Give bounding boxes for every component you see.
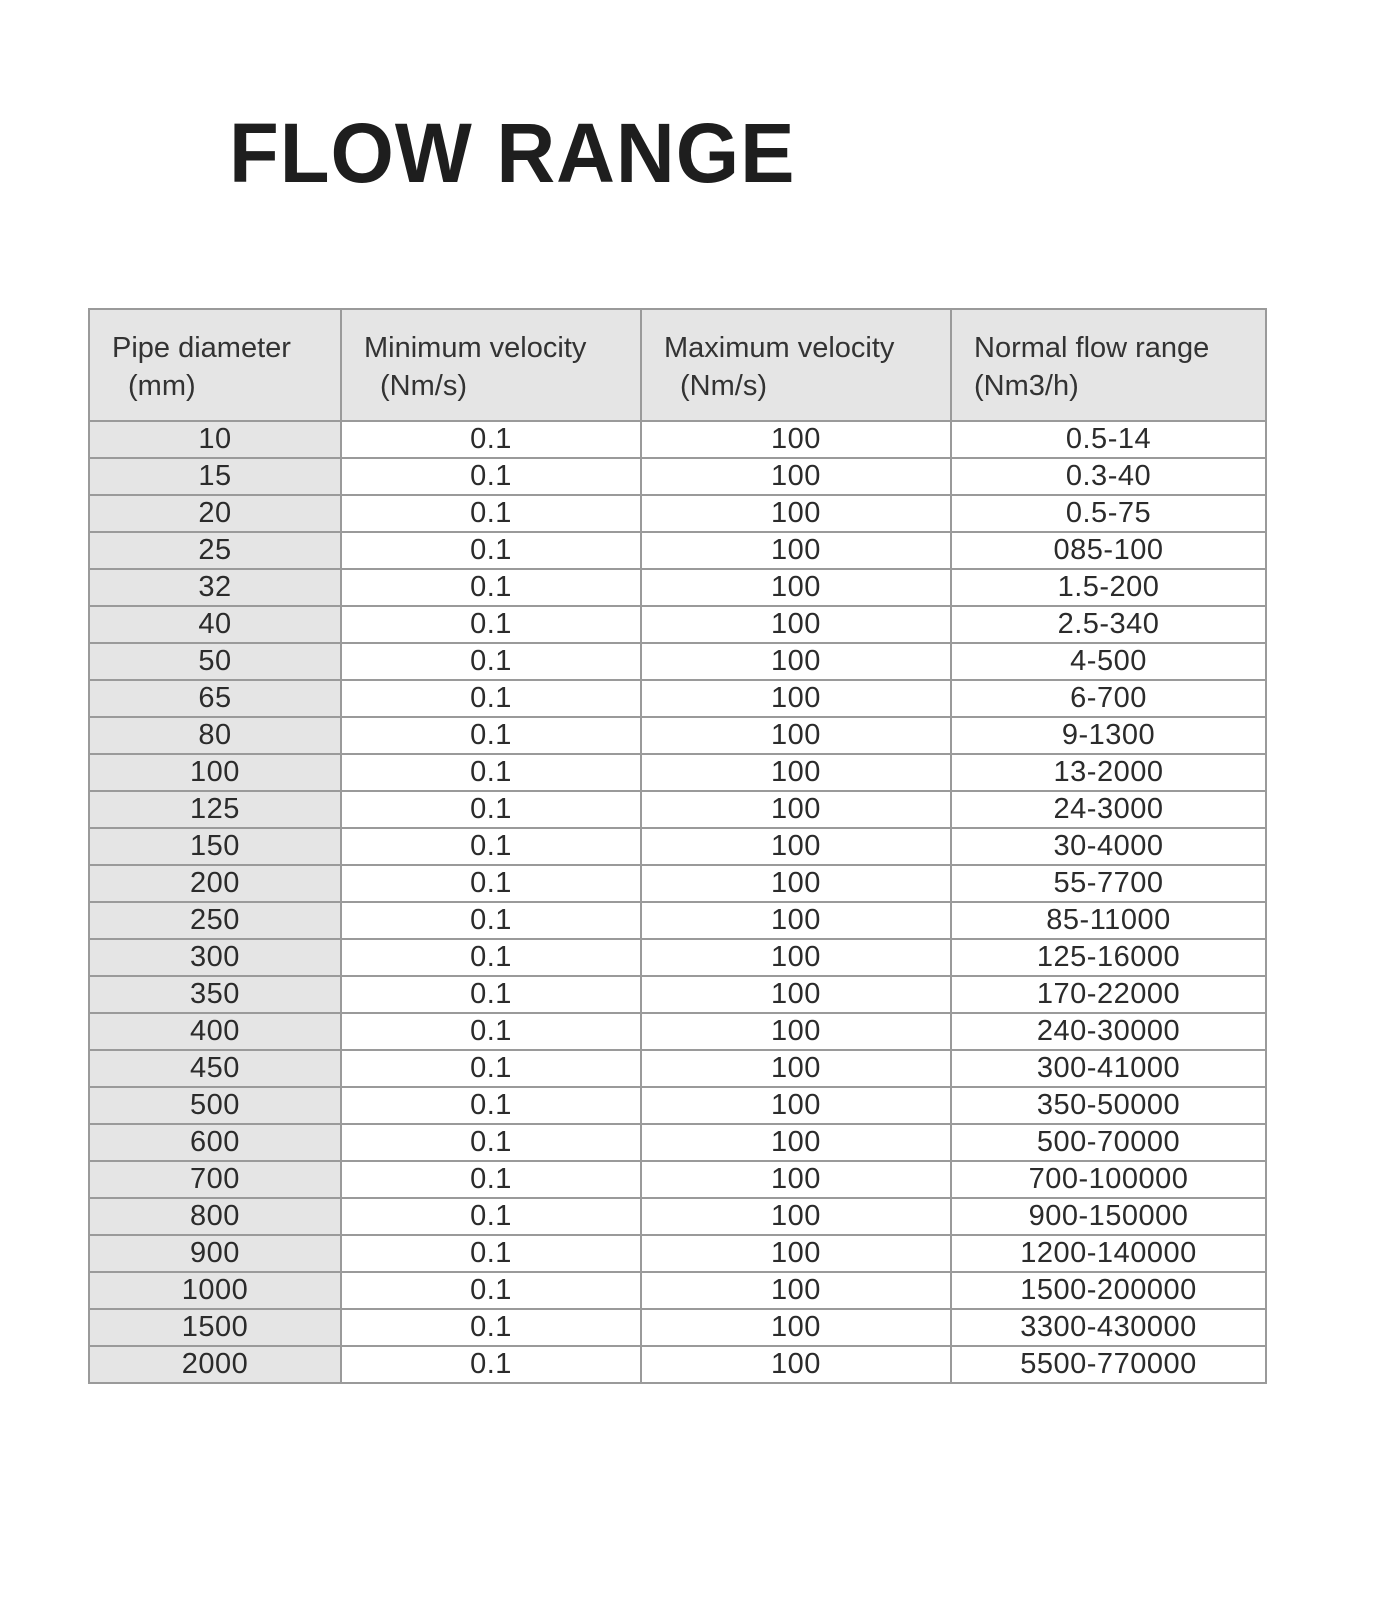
header-maximum-velocity [641, 309, 951, 421]
cell-minimum-velocity: 0.1 [341, 902, 641, 939]
cell-pipe-diameter: 450 [89, 1050, 341, 1087]
cell-pipe-diameter: 800 [89, 1198, 341, 1235]
cell-normal-flow-range: 2.5-340 [951, 606, 1266, 643]
cell-normal-flow-range: 6-700 [951, 680, 1266, 717]
cell-pipe-diameter: 15 [89, 458, 341, 495]
cell-normal-flow-range: 13-2000 [951, 754, 1266, 791]
cell-minimum-velocity: 0.1 [341, 421, 641, 458]
cell-pipe-diameter: 600 [89, 1124, 341, 1161]
cell-normal-flow-range: 170-22000 [951, 976, 1266, 1013]
table-header [89, 309, 1266, 421]
cell-minimum-velocity: 0.1 [341, 1087, 641, 1124]
table-row [89, 1087, 1266, 1124]
cell-pipe-diameter: 10 [89, 421, 341, 458]
cell-maximum-velocity: 100 [641, 680, 951, 717]
table-row [89, 828, 1266, 865]
cell-normal-flow-range: 4-500 [951, 643, 1266, 680]
table-row [89, 1198, 1266, 1235]
cell-normal-flow-range: 1200-140000 [951, 1235, 1266, 1272]
cell-normal-flow-range: 500-70000 [951, 1124, 1266, 1161]
cell-normal-flow-range: 125-16000 [951, 939, 1266, 976]
cell-normal-flow-range: 0.5-75 [951, 495, 1266, 532]
cell-minimum-velocity: 0.1 [341, 1272, 641, 1309]
table-row [89, 902, 1266, 939]
cell-maximum-velocity: 100 [641, 1161, 951, 1198]
table-row [89, 791, 1266, 828]
cell-maximum-velocity: 100 [641, 643, 951, 680]
cell-minimum-velocity: 0.1 [341, 1198, 641, 1235]
cell-maximum-velocity: 100 [641, 1272, 951, 1309]
cell-normal-flow-range: 3300-430000 [951, 1309, 1266, 1346]
cell-normal-flow-range: 30-4000 [951, 828, 1266, 865]
table-row [89, 1124, 1266, 1161]
cell-minimum-velocity: 0.1 [341, 976, 641, 1013]
cell-pipe-diameter: 700 [89, 1161, 341, 1198]
cell-pipe-diameter: 1000 [89, 1272, 341, 1309]
table-row [89, 421, 1266, 458]
table-row [89, 1235, 1266, 1272]
header-row [89, 309, 1266, 421]
cell-maximum-velocity: 100 [641, 828, 951, 865]
cell-maximum-velocity: 100 [641, 421, 951, 458]
cell-minimum-velocity: 0.1 [341, 569, 641, 606]
cell-maximum-velocity: 100 [641, 532, 951, 569]
cell-minimum-velocity: 0.1 [341, 717, 641, 754]
cell-minimum-velocity: 0.1 [341, 1161, 641, 1198]
page-title: FLOW RANGE [229, 106, 796, 200]
table-row [89, 1272, 1266, 1309]
cell-minimum-velocity: 0.1 [341, 532, 641, 569]
cell-normal-flow-range: 350-50000 [951, 1087, 1266, 1124]
cell-normal-flow-range: 0.5-14 [951, 421, 1266, 458]
cell-minimum-velocity: 0.1 [341, 458, 641, 495]
table-row [89, 1013, 1266, 1050]
cell-maximum-velocity: 100 [641, 976, 951, 1013]
cell-minimum-velocity: 0.1 [341, 643, 641, 680]
table-row [89, 717, 1266, 754]
cell-pipe-diameter: 150 [89, 828, 341, 865]
cell-normal-flow-range: 55-7700 [951, 865, 1266, 902]
cell-pipe-diameter: 32 [89, 569, 341, 606]
header-label: Minimum velocity [364, 332, 587, 364]
cell-maximum-velocity: 100 [641, 1198, 951, 1235]
cell-normal-flow-range: 900-150000 [951, 1198, 1266, 1235]
table-row [89, 643, 1266, 680]
table-row [89, 1309, 1266, 1346]
cell-maximum-velocity: 100 [641, 754, 951, 791]
header-label: Normal flow range [974, 332, 1210, 364]
cell-maximum-velocity: 100 [641, 1050, 951, 1087]
table-row [89, 606, 1266, 643]
cell-maximum-velocity: 100 [641, 1309, 951, 1346]
cell-maximum-velocity: 100 [641, 1013, 951, 1050]
table-row [89, 569, 1266, 606]
cell-minimum-velocity: 0.1 [341, 865, 641, 902]
cell-normal-flow-range: 85-11000 [951, 902, 1266, 939]
flow-range-table [88, 308, 1267, 1384]
cell-pipe-diameter: 80 [89, 717, 341, 754]
cell-normal-flow-range: 24-3000 [951, 791, 1266, 828]
table-body [89, 421, 1266, 1383]
cell-pipe-diameter: 300 [89, 939, 341, 976]
table-row [89, 754, 1266, 791]
cell-pipe-diameter: 250 [89, 902, 341, 939]
table-row [89, 939, 1266, 976]
cell-normal-flow-range: 5500-770000 [951, 1346, 1266, 1383]
table-row [89, 495, 1266, 532]
header-unit: (Nm/s) [680, 370, 767, 402]
cell-pipe-diameter: 400 [89, 1013, 341, 1050]
header-pipe-diameter [89, 309, 341, 421]
cell-maximum-velocity: 100 [641, 1124, 951, 1161]
cell-maximum-velocity: 100 [641, 791, 951, 828]
cell-normal-flow-range: 1500-200000 [951, 1272, 1266, 1309]
table-row [89, 976, 1266, 1013]
cell-maximum-velocity: 100 [641, 902, 951, 939]
table-row [89, 865, 1266, 902]
cell-pipe-diameter: 25 [89, 532, 341, 569]
cell-pipe-diameter: 200 [89, 865, 341, 902]
header-label: Maximum velocity [664, 332, 895, 364]
cell-maximum-velocity: 100 [641, 717, 951, 754]
cell-minimum-velocity: 0.1 [341, 828, 641, 865]
cell-pipe-diameter: 500 [89, 1087, 341, 1124]
cell-normal-flow-range: 240-30000 [951, 1013, 1266, 1050]
cell-maximum-velocity: 100 [641, 458, 951, 495]
header-normal-flow-range [951, 309, 1266, 421]
cell-pipe-diameter: 125 [89, 791, 341, 828]
header-label: Pipe diameter [112, 332, 291, 364]
cell-maximum-velocity: 100 [641, 865, 951, 902]
cell-pipe-diameter: 100 [89, 754, 341, 791]
cell-minimum-velocity: 0.1 [341, 1309, 641, 1346]
cell-normal-flow-range: 9-1300 [951, 717, 1266, 754]
cell-normal-flow-range: 700-100000 [951, 1161, 1266, 1198]
cell-minimum-velocity: 0.1 [341, 1346, 641, 1383]
table-row [89, 680, 1266, 717]
cell-maximum-velocity: 100 [641, 939, 951, 976]
cell-maximum-velocity: 100 [641, 1346, 951, 1383]
cell-pipe-diameter: 20 [89, 495, 341, 532]
cell-normal-flow-range: 085-100 [951, 532, 1266, 569]
cell-pipe-diameter: 65 [89, 680, 341, 717]
header-minimum-velocity [341, 309, 641, 421]
table-row [89, 1346, 1266, 1383]
cell-minimum-velocity: 0.1 [341, 1013, 641, 1050]
table-row [89, 1161, 1266, 1198]
cell-minimum-velocity: 0.1 [341, 606, 641, 643]
header-unit: (mm) [128, 370, 196, 402]
header-unit: (Nm3/h) [974, 370, 1079, 402]
cell-maximum-velocity: 100 [641, 606, 951, 643]
cell-minimum-velocity: 0.1 [341, 939, 641, 976]
cell-minimum-velocity: 0.1 [341, 680, 641, 717]
cell-pipe-diameter: 900 [89, 1235, 341, 1272]
cell-normal-flow-range: 1.5-200 [951, 569, 1266, 606]
cell-normal-flow-range: 0.3-40 [951, 458, 1266, 495]
cell-minimum-velocity: 0.1 [341, 1235, 641, 1272]
cell-minimum-velocity: 0.1 [341, 1124, 641, 1161]
cell-pipe-diameter: 40 [89, 606, 341, 643]
cell-normal-flow-range: 300-41000 [951, 1050, 1266, 1087]
cell-pipe-diameter: 350 [89, 976, 341, 1013]
table-row [89, 1050, 1266, 1087]
cell-minimum-velocity: 0.1 [341, 1050, 641, 1087]
cell-minimum-velocity: 0.1 [341, 495, 641, 532]
table-row [89, 458, 1266, 495]
cell-pipe-diameter: 2000 [89, 1346, 341, 1383]
header-unit: (Nm/s) [380, 370, 467, 402]
cell-pipe-diameter: 50 [89, 643, 341, 680]
cell-pipe-diameter: 1500 [89, 1309, 341, 1346]
cell-maximum-velocity: 100 [641, 569, 951, 606]
cell-minimum-velocity: 0.1 [341, 754, 641, 791]
table-row [89, 532, 1266, 569]
cell-minimum-velocity: 0.1 [341, 791, 641, 828]
cell-maximum-velocity: 100 [641, 495, 951, 532]
cell-maximum-velocity: 100 [641, 1087, 951, 1124]
cell-maximum-velocity: 100 [641, 1235, 951, 1272]
